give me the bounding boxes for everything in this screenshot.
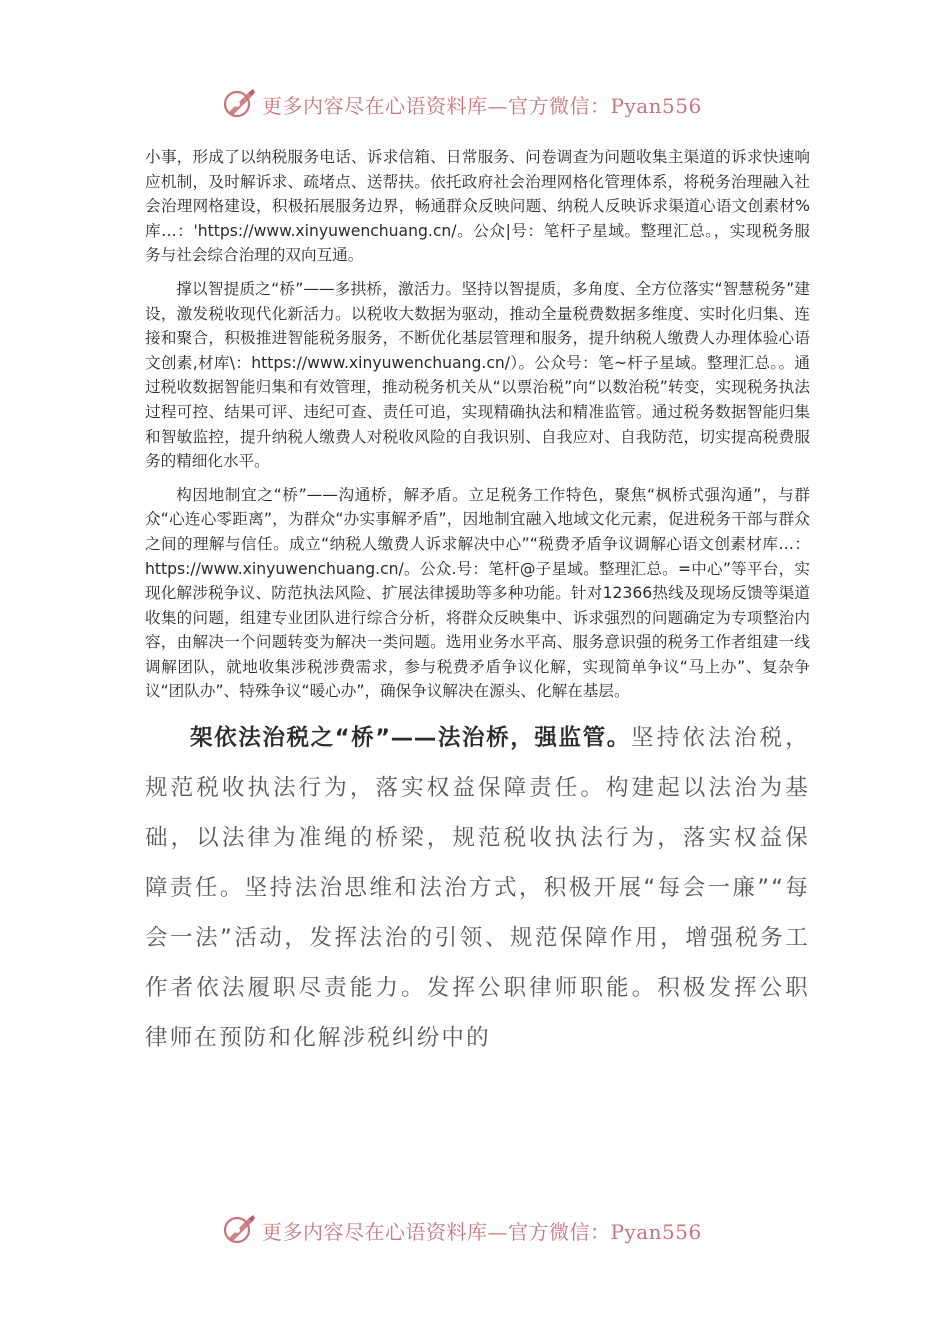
footer-banner xyxy=(222,1210,702,1250)
banner-text: 更多内容尽在心语资料库—官方微信：Pyan556 xyxy=(262,1219,702,1244)
paragraph-1: 小事，形成了以纳税服务电话、诉求信箱、日常服务、问卷调查为问题收集主渠道的诉求快速响应机制，及时解诉求、疏堵点、送帮扶。依托政府社会治理网格化管理体系，将税务治理融入社会治理网格建设，积极拓展服务边界，畅通群众反映问题、纳税人反映诉求渠道心语文创素材%库…：'https://www.xinyuwenchuang.cn/。公众|号：笔杆子星域。整理汇总。，实现税务服务与社会综合治理的双向互通。 xyxy=(145,148,810,265)
paragraph-4-body: 坚持依法治税，规范税收执法行为，落实权益保障责任。构建起以法治为基础，以法律为准绳的桥梁，规范税收执法行为，落实权益保障责任。坚持法治思维和法治方式，积极开展“每会一廉”“每会一法”活动，发挥法治的引领、规范保障作用，增强税务工作者依法履职尽责能力。发挥公职律师职能。积极发挥公职律师在预防和化解涉税纠纷中的 xyxy=(145,725,810,1052)
paragraph-4-heading: 架依法治税之“桥”——法治桥，强监管。 xyxy=(190,725,631,752)
paragraph-2: 撑以智提质之“桥”——多拱桥，激活力。坚持以智提质，多角度、全方位落实“智慧税务”建设，激发税收现代化新活力。以税收大数据为驱动，推动全量税费数据多维度、实时化归集、连接和聚合，积极推进智能税务服务，不断优化基层管理和服务，提升纳税人缴费人办理体验心语文创素,材库\：https://www.xinyuwenchuang.cn/）。公众号：笔~杆子星域。整理汇总。。通过税收数据智能归集和有效管理，推动税务机关从“以票治税”向“以数治税”转变，实现税务执法过程可控、结果可评、违纪可查、责任可追，实现精确执法和精准监管。通过税务数据智能归集和智敏监控，提升纳税人缴费人对税收风险的自我识别、自我应对、自我防范，切实提高税费服务的精细化水平。 xyxy=(145,279,810,471)
header-banner xyxy=(222,84,702,124)
pen-logo-icon xyxy=(222,87,256,121)
paragraph-4 xyxy=(145,713,810,1063)
pen-logo-icon xyxy=(222,1213,256,1247)
banner-text: 更多内容尽在心语资料库—官方微信：Pyan556 xyxy=(262,93,702,118)
paragraph-3: 构因地制宜之“桥”——沟通桥，解矛盾。立足税务工作特色，聚焦“枫桥式强沟通”，与群众“心连心零距离”，为群众“办实事解矛盾”，因地制宜融入地域文化元素，促进税务干部与群众之间的理解与信任。成立“纳税人缴费人诉求解决中心”“税费矛盾争议调解心语文创素材库…：https://www.xinyuwenchuang.cn/。公众.号：笔杆@子星域。整理汇总。=中心”等平台，实现化解涉税争议、防范执法风险、扩展法律援助等多种功能。针对12366热线及现场反馈等渠道收集的问题，组建专业团队进行综合分析，将群众反映集中、诉求强烈的问题确定为专项整治内容，由解决一个问题转变为解决一类问题。选用业务水平高、服务意识强的税务工作者组建一线调解团队，就地收集涉税涉费需求，参与税费矛盾争议化解，实现简单争议“马上办”、复杂争议“团队办”、特殊争议“暖心办”，确保争议解决在源头、化解在基层。 xyxy=(145,485,810,701)
document-body xyxy=(145,145,810,1063)
